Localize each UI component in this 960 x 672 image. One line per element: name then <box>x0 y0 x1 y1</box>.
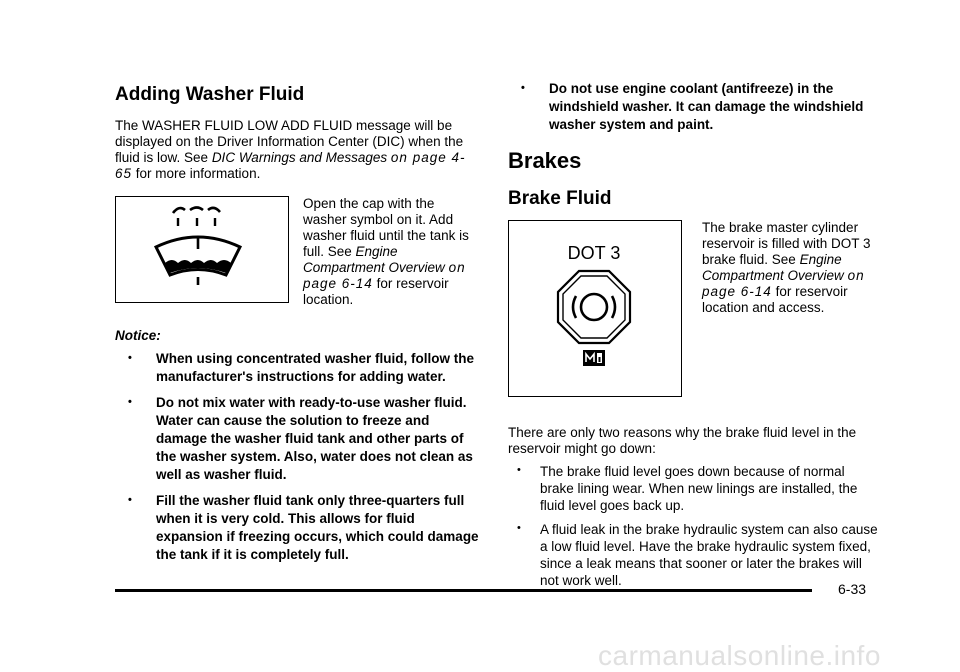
notice-item <box>115 350 480 386</box>
bullet-icon: • <box>128 352 132 364</box>
washer-figure-row <box>115 196 480 308</box>
bullet-icon: • <box>521 82 525 94</box>
notice-label: Notice: <box>115 328 161 343</box>
washer-caption-end: for reservoir location. <box>303 276 449 307</box>
engine-compartment-link-brake[interactable]: Engine Compartment Overview <box>702 252 844 283</box>
washer-intro-paragraph <box>115 118 480 182</box>
page-number: 6-33 <box>838 581 867 597</box>
dic-warnings-link[interactable]: DIC Warnings and Messages <box>211 150 388 165</box>
brake-figure-row <box>508 220 878 397</box>
brake-fluid-icon <box>509 221 680 395</box>
notice-item <box>115 394 480 484</box>
washer-figure <box>115 196 289 303</box>
brake-reason-text: A fluid leak in the brake hydraulic system can also cause a low fluid level. Have the brake hydraulic system fixed, since a leak means that sooner or later the brakes will not work well. <box>540 522 878 588</box>
brake-figure-caption <box>682 220 878 397</box>
left-column <box>115 84 480 564</box>
notice-item-text: Do not use engine coolant (antifreeze) in the windshield washer. It can damage the windshield washer system and paint. <box>549 81 864 132</box>
engine-compartment-page-ref-brake[interactable]: on page 6-14 <box>702 268 865 299</box>
washer-fluid-icon <box>116 197 287 301</box>
washer-caption-text: Open the cap with the washer symbol on it. Add washer fluid until the tank is full. See <box>303 196 469 259</box>
section-heading-washer-fluid: Adding Washer Fluid <box>115 84 305 105</box>
notice-item <box>508 80 878 134</box>
bullet-icon: • <box>128 396 132 408</box>
brake-caption-end: for reservoir location and access. <box>702 284 848 315</box>
notice-list <box>115 350 480 564</box>
notice-item-text: Do not mix water with ready-to-use washer fluid. Water can cause the solution to freeze and damage the washer fluid tank and other parts of the washer system. Also, water does not clean as well as washer fluid. <box>156 395 473 482</box>
dot3-label: DOT 3 <box>567 243 621 263</box>
notice-list-continued <box>508 80 878 134</box>
chapter-heading-brakes: Brakes <box>508 148 582 173</box>
brake-caption-text: The brake master cylinder reservoir is filled with DOT 3 brake fluid. See <box>702 220 871 267</box>
right-column <box>508 80 878 589</box>
brake-reasons-intro: There are only two reasons why the brake fluid level in the reservoir might go down: <box>508 425 857 456</box>
washer-intro-text: The WASHER FLUID LOW ADD FLUID message will be displayed on the Driver Information Center (DIC) when the fluid is low. See <box>115 118 464 165</box>
bullet-icon: • <box>517 522 521 534</box>
engine-compartment-page-ref[interactable]: on page 6-14 <box>303 260 466 291</box>
engine-compartment-link[interactable]: Engine Compartment Overview <box>303 244 445 275</box>
owner-manual-icon <box>583 350 605 366</box>
watermark: carmanualsonline.info <box>598 640 881 671</box>
section-heading-brake-fluid: Brake Fluid <box>508 188 612 209</box>
brake-reasons-list <box>508 463 878 589</box>
brake-reason-item <box>508 463 878 514</box>
brake-reason-text: The brake fluid level goes down because of normal brake lining wear. When new linings are installed, the fluid level goes back up. <box>540 464 858 513</box>
bullet-icon: • <box>517 464 521 476</box>
dic-warnings-page-ref[interactable]: on page 4-65 <box>115 150 466 181</box>
brake-figure <box>508 220 682 397</box>
footer-rule <box>115 589 812 592</box>
brake-reason-item <box>508 521 878 589</box>
notice-item-text: Fill the washer fluid tank only three-quarters full when it is very cold. This allows for fluid expansion if freezing occurs, which could damage the tank if it is completely full. <box>156 493 479 562</box>
washer-figure-caption <box>289 196 480 308</box>
bullet-icon: • <box>128 494 132 506</box>
notice-item-text: When using concentrated washer fluid, follow the manufacturer's instructions for adding water. <box>156 351 475 384</box>
washer-intro-end: for more information. <box>132 166 261 181</box>
notice-item <box>115 492 480 564</box>
